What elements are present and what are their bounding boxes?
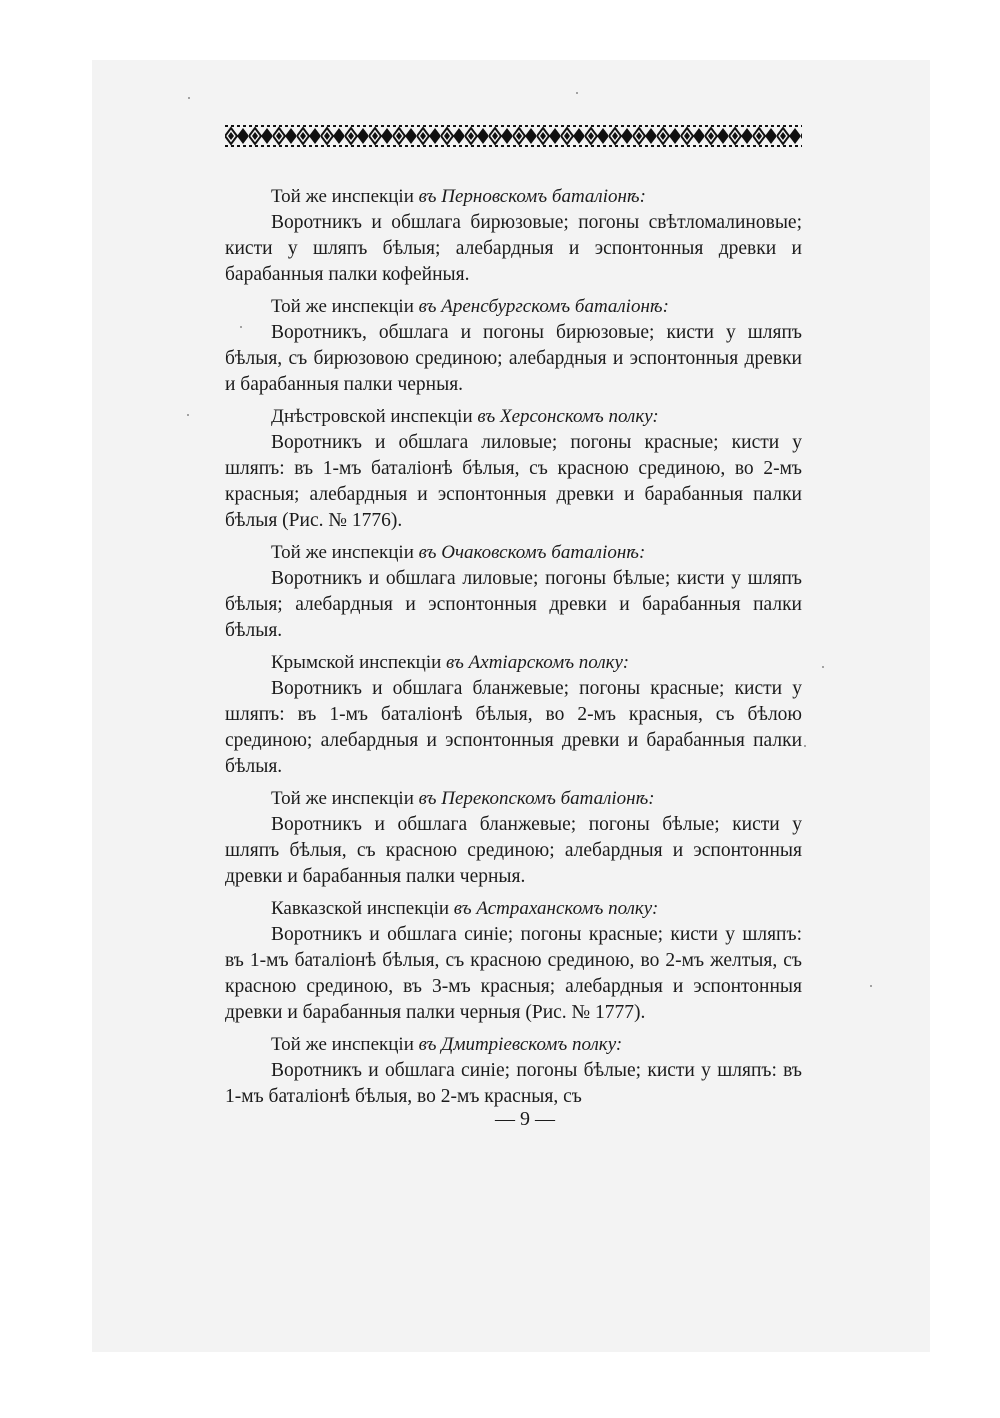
- section-location: въ Перновскомъ баталіонѣ:: [418, 186, 646, 207]
- section-pernov: [225, 184, 802, 288]
- decorative-border-icon: [225, 124, 802, 148]
- section-akhtiar: [225, 650, 802, 780]
- scan-speck: [804, 745, 806, 747]
- section-text: Воротникъ, обшлага и погоны бирюзовые; кисти у шляпъ бѣлыя, съ бирюзовою срединою; алебардныя и эспонтонныя древки и барабанныя палки черныя.: [225, 322, 802, 395]
- section-text: Воротникъ и обшлага бланжевые; погоны красные; кисти у шляпъ: въ 1-мъ баталіонѣ бѣлыя, во 2-мъ красныя, съ бѣлою срединою; алебардныя и эспонтонныя древки и барабанныя палки бѣлыя.: [225, 678, 802, 777]
- section-location: въ Херсонскомъ полку:: [477, 406, 659, 427]
- section-ochakov: [225, 540, 802, 644]
- section-arensburg: [225, 294, 802, 398]
- section-text: Воротникъ и обшлага бирюзовые; погоны свѣтломалиновые; кисти у шляпъ бѣлыя; алебардныя и эспонтонныя древки и барабанныя палки кофейныя.: [225, 212, 802, 285]
- section-location: въ Астраханскомъ полку:: [453, 898, 659, 919]
- section-heading: Той же инспекціи въ Аренсбургскомъ баталіонѣ:: [271, 296, 669, 317]
- section-heading: Той же инспекціи въ Дмитріевскомъ полку:: [271, 1034, 623, 1055]
- section-text: Воротникъ и обшлага бланжевые; погоны бѣлые; кисти у шляпъ бѣлыя, съ красною срединою; алебардныя и эспонтонныя древки и барабанныя палки черныя.: [225, 814, 802, 887]
- section-astrakhan: [225, 896, 802, 1026]
- section-text: Воротникъ и обшлага синіе; погоны красные; кисти у шляпъ: въ 1-мъ баталіонѣ бѣлыя, съ красною срединою, во 2-мъ желтыя, съ красною срединою, въ 3-мъ красныя; алебардныя и эспонтонныя древки и барабанныя палки черныя (Рис. № 1777).: [225, 924, 802, 1023]
- section-location: въ Перекопскомъ баталіонѣ:: [418, 788, 655, 809]
- section-heading: Той же инспекціи въ Очаковскомъ баталіонѣ:: [271, 542, 646, 563]
- section-text: Воротникъ и обшлага синіе; погоны бѣлые; кисти у шляпъ: въ 1-мъ баталіонѣ бѣлыя, во 2-мъ красныя, съ: [225, 1060, 802, 1107]
- section-heading: Той же инспекціи въ Перновскомъ баталіонѣ:: [271, 186, 646, 207]
- scan-speck: [870, 985, 872, 987]
- section-heading: Той же инспекціи въ Перекопскомъ баталіонѣ:: [271, 788, 655, 809]
- section-heading: Крымской инспекціи въ Ахтіарскомъ полку:: [271, 652, 630, 673]
- section-text: Воротникъ и обшлага лиловые; погоны красные; кисти у шляпъ: въ 1-мъ баталіонѣ бѣлыя, съ красною срединою, во 2-мъ красныя; алебардныя и эспонтонныя древки и барабанныя палки бѣлыя (Рис. № 1776).: [225, 432, 802, 531]
- section-location: въ Аренсбургскомъ баталіонѣ:: [418, 296, 669, 317]
- page-body: [225, 184, 802, 1116]
- section-heading: Днѣстровской инспекціи въ Херсонскомъ полку:: [271, 406, 659, 427]
- section-heading: Кавказской инспекціи въ Астраханскомъ полку:: [271, 898, 659, 919]
- page-number: — 9 —: [495, 1108, 555, 1130]
- section-kherson: [225, 404, 802, 534]
- scan-speck: [240, 326, 242, 328]
- section-location: въ Очаковскомъ баталіонѣ:: [418, 542, 646, 563]
- scan-speck: [188, 97, 190, 99]
- section-text: Воротникъ и обшлага лиловые; погоны бѣлые; кисти у шляпъ бѣлыя; алебардныя и эспонтонныя древки и барабанныя палки бѣлыя.: [225, 568, 802, 641]
- section-dmitriev: [225, 1032, 802, 1110]
- section-location: въ Дмитріевскомъ полку:: [418, 1034, 623, 1055]
- scan-speck: [187, 414, 189, 416]
- section-location: въ Ахтіарскомъ полку:: [446, 652, 630, 673]
- scan-speck: [576, 92, 578, 94]
- section-perekop: [225, 786, 802, 890]
- scan-speck: [822, 666, 824, 668]
